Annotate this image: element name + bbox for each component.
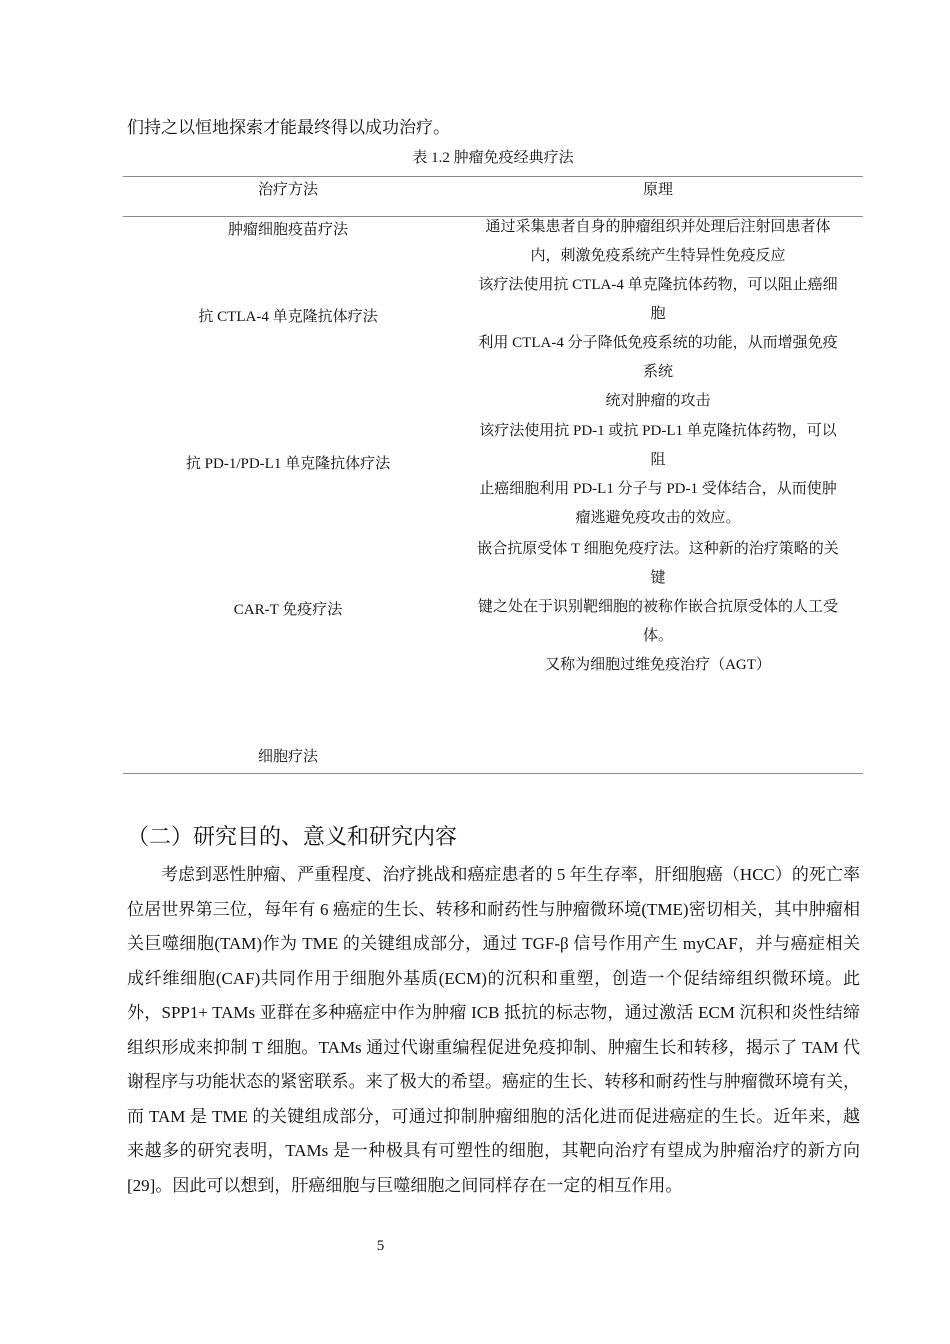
principle-line: 内，刺激免疫系统产生特异性免疫反应	[530, 248, 786, 264]
principle-line: 利用 CTLA-4 分子降低免疫系统的功能，从而增强免疫	[478, 335, 838, 351]
principle-line: 该疗法使用抗 PD-1 或抗 PD-L1 单克隆抗体药物，可以	[479, 423, 837, 439]
table-caption: 表 1.2 肿瘤免疫经典疗法	[412, 150, 574, 166]
body-text	[127, 858, 860, 1203]
principle-line: 止癌细胞利用 PD-L1 分子与 PD-1 受体结合，从而使肿	[479, 481, 837, 497]
table-top-rule	[123, 176, 863, 177]
principle-line: 该疗法使用抗 CTLA-4 单克隆抗体药物，可以阻止癌细	[478, 277, 838, 293]
lead-line: 们持之以恒地探索才能最终得以成功治疗。	[127, 118, 450, 137]
table-row-method: CAR-T 免疫疗法	[233, 602, 343, 618]
principle-line: 又称为细胞过维免疫治疗（AGT）	[545, 657, 771, 673]
principle-line: 体。	[642, 628, 673, 644]
principle-line: 键	[650, 570, 666, 586]
header-principle: 原理	[642, 182, 673, 198]
table-row-method: 抗 PD-1/PD-L1 单克隆抗体疗法	[185, 456, 391, 472]
table-row-principle	[453, 271, 863, 416]
principle-line: 胞	[650, 306, 666, 322]
principle-line: 嵌合抗原受体 T 细胞免疫疗法。这种新的治疗策略的关	[477, 541, 839, 557]
table-row-method: 抗 CTLA-4 单克隆抗体疗法	[198, 309, 378, 325]
principle-line: 瘤逃避免疫攻击的效应。	[575, 510, 741, 526]
principle-line: 阻	[650, 452, 666, 468]
paragraph: 考虑到恶性肿瘤、严重程度、治疗挑战和癌症患者的 5 年生存率，肝细胞癌（HCC）的死亡率位居世界第三位，每年有 6 癌症的生长、转移和耐药性与肿瘤微环境(TME)密切相关，其中肿瘤相关巨噬细胞(TAM)作为 TME 的关键组成部分，通过 TGF-β 信号作用产生 myCAF，并与癌症相关成纤维细胞(CAF)共同作用于细胞外基质(ECM)的沉积和重塑，创造一个促结缔组织微环境。此外，SPP1+ TAMs 亚群在多种癌症中作为肿瘤 ICB 抵抗的标志物，通过激活 ECM 沉积和炎性结缔组织形成来抑制 T 细胞。TAMs 通过代谢重编程促进免疫抑制、肿瘤生长和转移，揭示了 TAM 代谢程序与功能状态的紧密联系。来了极大的希望。癌症的生长、转移和耐药性与肿瘤微环境有关，而 TAM 是 TME 的关键组成部分，可通过抑制肿瘤细胞的活化进而促进癌症的生长。近年来，越来越多的研究表明，TAMs 是一种极具有可塑性的细胞，其靶向治疗有望成为肿瘤治疗的新方向[29]。因此可以想到，肝癌细胞与巨噬细胞之间同样存在一定的相互作用。	[127, 865, 860, 1195]
table-row-principle	[453, 213, 863, 271]
table-row-method: 细胞疗法	[257, 749, 318, 765]
table-row-principle	[453, 417, 863, 533]
page-number: 5	[376, 1238, 385, 1254]
principle-line: 系统	[642, 364, 673, 380]
table-bottom-rule	[123, 773, 863, 774]
principle-line: 统对肿瘤的攻击	[605, 393, 711, 409]
table-row-principle	[453, 535, 863, 680]
table-row-method: 肿瘤细胞疫苗疗法	[227, 222, 348, 238]
principle-line: 键之处在于识别靶细胞的被称作嵌合抗原受体的人工受	[477, 599, 838, 615]
principle-line: 通过采集患者自身的肿瘤组织并处理后注射回患者体	[485, 219, 831, 235]
section-heading: （二）研究目的、意义和研究内容	[127, 825, 458, 850]
header-method: 治疗方法	[257, 182, 318, 198]
